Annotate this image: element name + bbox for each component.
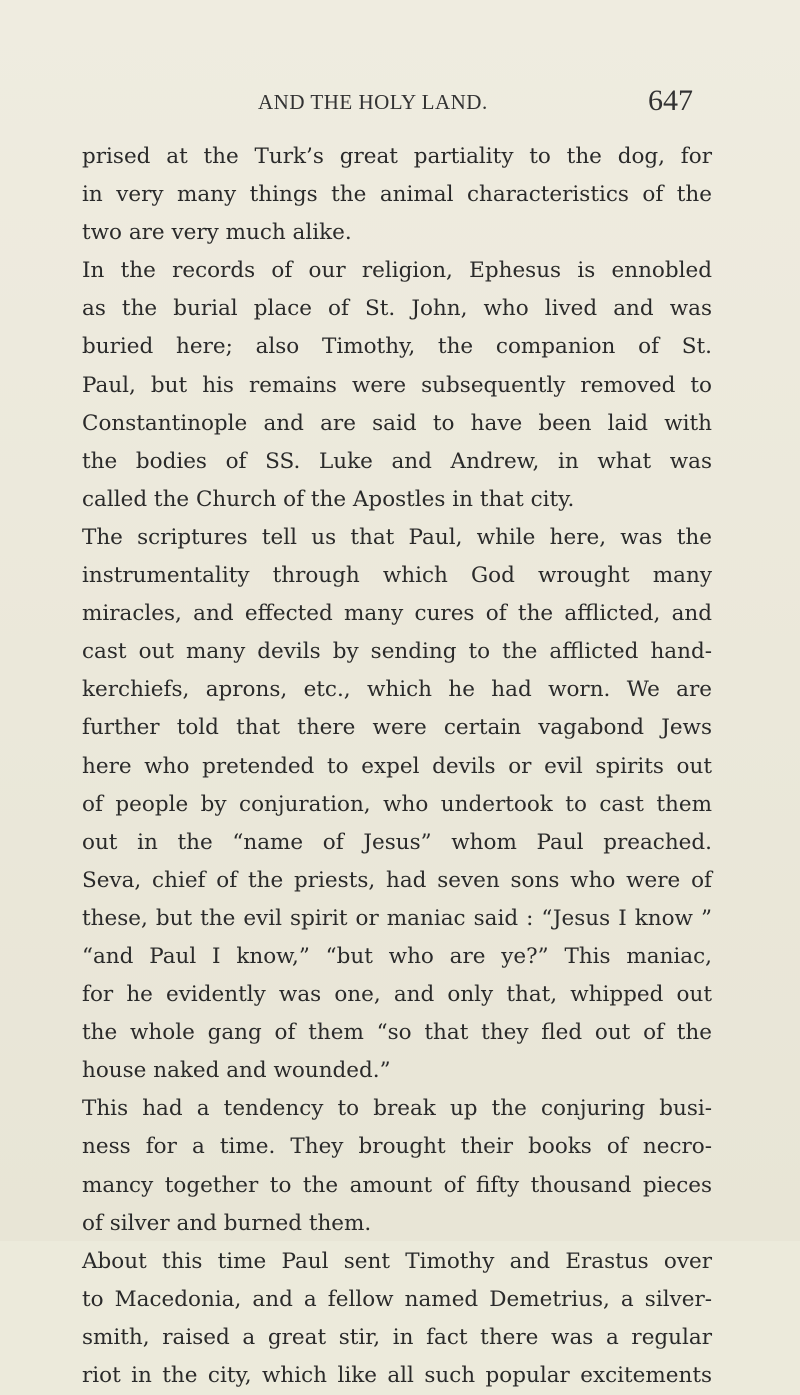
text-line: About this time Paul sent Timothy and Erastus over [82, 1248, 712, 1274]
text-line: instrumentality through which God wrought many [82, 563, 712, 589]
text-line: the whole gang of them “so that they fled out of the [82, 1020, 712, 1046]
text-line: Constantinople and are said to have been laid with [82, 410, 712, 436]
text-line: ness for a time. They brought their books of necro- [82, 1134, 712, 1160]
text-line: in very many things the animal characteristics of the [82, 182, 712, 208]
text-line: riot in the city, which like all such popular excitements [82, 1363, 712, 1388]
text-line: kerchiefs, aprons, etc., which he had worn. We are [82, 677, 712, 703]
text-line: for he evidently was one, and only that, whipped out [82, 982, 712, 1008]
text-line: as the burial place of St. John, who lived and was [82, 296, 712, 322]
text-line: two are very much alike. [82, 220, 352, 246]
text-line: further told that there were certain vagabond Jews [82, 715, 712, 741]
text-line: here who pretended to expel devils or evil spirits out [82, 753, 712, 779]
text-line: these, but the evil spirit or maniac said : “Jesus I know ” [82, 905, 712, 931]
running-head [0, 84, 800, 124]
text-line: The scriptures tell us that Paul, while here, was the [82, 524, 712, 550]
text-line: of silver and burned them. [82, 1210, 372, 1236]
text-line: buried here; also Timothy, the companion of St. [82, 334, 712, 360]
page-number: 647 [648, 84, 693, 117]
text-line: house naked and wounded.” [82, 1058, 391, 1084]
text-line: to Macedonia, and a fellow named Demetrius, a silver- [82, 1286, 712, 1312]
running-title: AND THE HOLY LAND. [258, 90, 488, 114]
body-text [82, 138, 712, 1395]
text-line: In the records of our religion, Ephesus is ennobled [82, 258, 712, 284]
text-line: out in the “name of Jesus” whom Paul preached. [82, 829, 712, 855]
text-line: cast out many devils by sending to the afflicted hand- [82, 639, 712, 665]
text-line: This had a tendency to break up the conjuring busi- [82, 1096, 712, 1122]
text-line: Paul, but his remains were subsequently removed to [82, 372, 712, 398]
text-line: called the Church of the Apostles in that city. [82, 486, 575, 512]
text-line: miracles, and effected many cures of the afflicted, and [82, 601, 712, 627]
text-line: Seva, chief of the priests, had seven sons who were of [82, 867, 712, 893]
text-line: mancy together to the amount of fifty thousand pieces [82, 1172, 712, 1198]
text-line: “and Paul I know,” “but who are ye?” This maniac, [82, 943, 712, 969]
text-line: of people by conjuration, who undertook to cast them [82, 791, 712, 817]
text-line: smith, raised a great stir, in fact there was a regular [82, 1324, 712, 1350]
text-line: prised at the Turk’s great partiality to the dog, for [82, 144, 712, 169]
text-line: the bodies of SS. Luke and Andrew, in what was [82, 448, 712, 474]
